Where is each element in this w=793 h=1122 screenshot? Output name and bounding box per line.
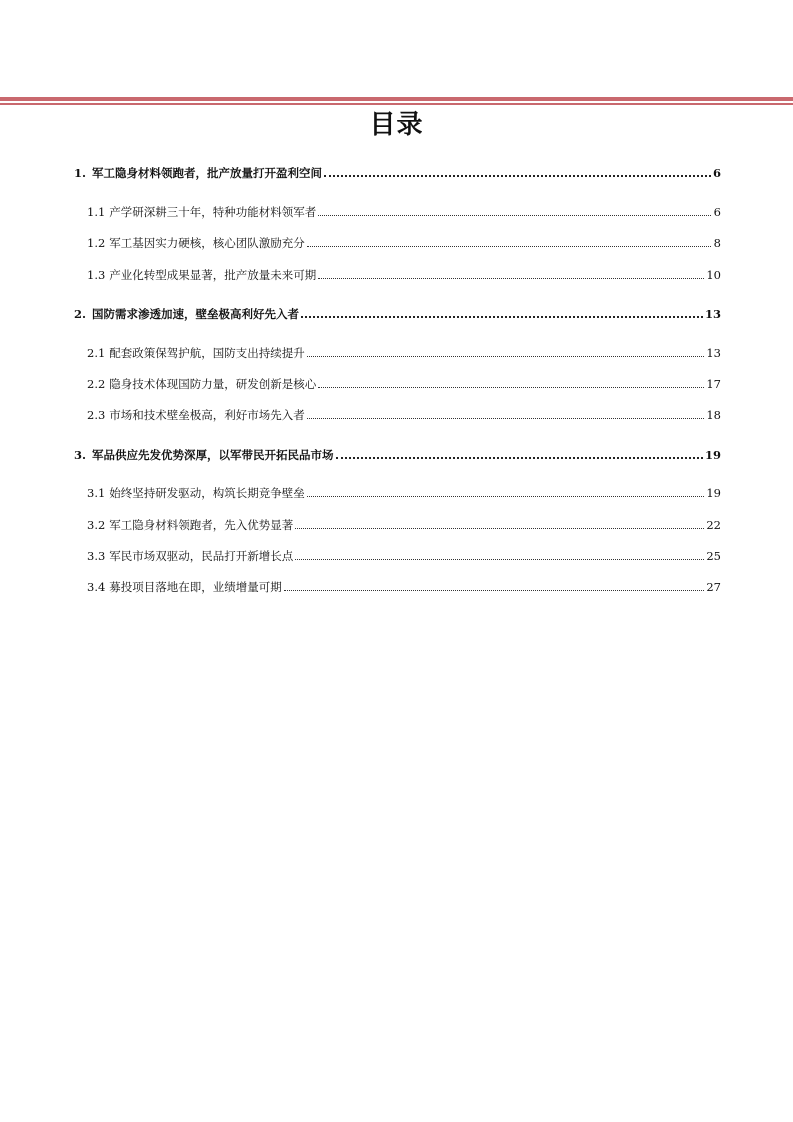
toc-entry-page: 13 xyxy=(704,307,721,321)
toc-entry[interactable] xyxy=(87,267,721,283)
toc-leader-dots xyxy=(307,356,705,357)
toc-entry-page: 13 xyxy=(706,346,721,360)
toc-entry[interactable] xyxy=(87,235,721,251)
toc-entry-title: 产学研深耕三十年，特种功能材料领军者 xyxy=(109,205,317,219)
toc-entry-number: 1.1 xyxy=(87,205,106,219)
header-rule-thick xyxy=(0,97,793,101)
toc-entry-number: 3.4 xyxy=(87,580,106,594)
toc-leader-dots xyxy=(318,387,704,388)
page-title: 目录 xyxy=(369,110,424,140)
toc-entry-page: 10 xyxy=(706,268,721,282)
toc-leader-dots xyxy=(307,496,705,497)
toc-entry-number: 3.2 xyxy=(87,518,106,532)
toc-entry-title: 军工隐身材料领跑者，批产放量打开盈利空间 xyxy=(92,166,323,180)
toc-entry-title: 始终坚持研发驱动，构筑长期竞争壁垒 xyxy=(109,486,305,500)
toc-entry-page: 18 xyxy=(706,408,721,422)
toc-entry-page: 25 xyxy=(706,549,721,563)
toc-entry[interactable] xyxy=(87,485,721,501)
toc-leader-dots xyxy=(295,559,704,560)
toc-leader-dots xyxy=(336,457,703,459)
toc-entry-page: 22 xyxy=(706,518,721,532)
toc-leader-dots xyxy=(301,316,703,318)
toc-entry-title: 军工隐身材料领跑者，先入优势显著 xyxy=(109,518,294,532)
toc-entry-page: 6 xyxy=(712,166,721,180)
toc-leader-dots xyxy=(318,215,711,216)
toc-entry-number: 2.2 xyxy=(87,377,106,391)
toc-leader-dots xyxy=(318,278,704,279)
toc-leader-dots xyxy=(284,590,705,591)
toc-entry-number: 1.3 xyxy=(87,268,106,282)
toc-entry[interactable] xyxy=(74,447,721,463)
toc-entry-page: 19 xyxy=(704,448,721,462)
toc-entry-title: 隐身技术体现国防力量，研发创新是核心 xyxy=(109,377,317,391)
toc-entry-title: 军工基因实力硬核，核心团队激励充分 xyxy=(109,236,305,250)
toc-entry-number: 1. xyxy=(74,166,87,180)
toc-entry-number: 2.1 xyxy=(87,346,106,360)
toc-entry-title: 市场和技术壁垒极高，利好市场先入者 xyxy=(109,408,305,422)
toc-entry[interactable] xyxy=(74,165,721,181)
toc-entry[interactable] xyxy=(87,204,721,220)
toc-leader-dots xyxy=(295,528,704,529)
toc-leader-dots xyxy=(307,418,705,419)
toc-entry-page: 6 xyxy=(713,205,721,219)
toc-entry[interactable] xyxy=(87,376,721,392)
toc-entry[interactable] xyxy=(87,579,721,595)
toc-entry-title: 配套政策保驾护航，国防支出持续提升 xyxy=(109,346,305,360)
toc-entry-page: 17 xyxy=(706,377,721,391)
toc-entry-title: 国防需求渗透加速，壁垒极高利好先入者 xyxy=(92,307,300,321)
toc-entry-number: 3.1 xyxy=(87,486,106,500)
toc-entry-number: 1.2 xyxy=(87,236,106,250)
toc-entry-number: 3.3 xyxy=(87,549,106,563)
toc-leader-dots xyxy=(324,175,711,177)
toc-entry-page: 19 xyxy=(706,486,721,500)
toc-entry-page: 8 xyxy=(713,236,721,250)
toc-entry[interactable] xyxy=(87,345,721,361)
toc-entry-number: 3. xyxy=(74,448,87,462)
toc-entry-title: 募投项目落地在即，业绩增量可期 xyxy=(109,580,282,594)
toc-entry[interactable] xyxy=(87,407,721,423)
toc-entry[interactable] xyxy=(87,517,721,533)
toc-entry-title: 军品供应先发优势深厚，以军带民开拓民品市场 xyxy=(92,448,334,462)
toc-leader-dots xyxy=(307,246,711,247)
toc-entry[interactable] xyxy=(74,306,721,322)
toc-entry-number: 2. xyxy=(74,307,87,321)
toc-entry[interactable] xyxy=(87,548,721,564)
toc-entry-page: 27 xyxy=(706,580,721,594)
toc-entry-number: 2.3 xyxy=(87,408,106,422)
toc-entry-title: 军民市场双驱动，民品打开新增长点 xyxy=(109,549,294,563)
toc-entry-title: 产业化转型成果显著，批产放量未来可期 xyxy=(109,268,317,282)
